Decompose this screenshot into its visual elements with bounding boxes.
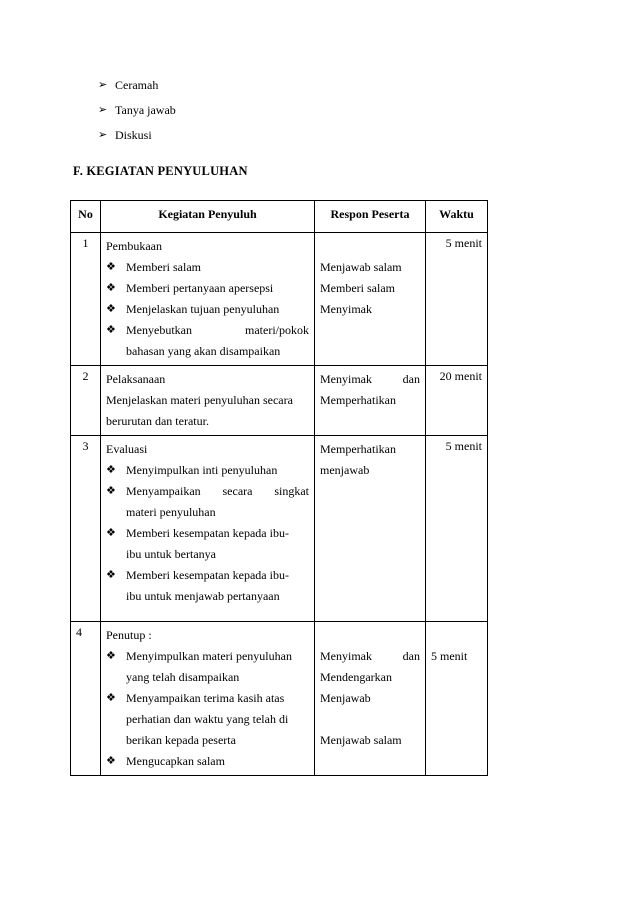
- response-text: Menyimak dan: [320, 649, 420, 663]
- header-no: No: [71, 201, 101, 233]
- section-title: F. KEGIATAN PENYULUHAN: [73, 164, 248, 178]
- arrow-bullet-icon: ➢: [98, 78, 108, 91]
- diamond-bullet-icon: ❖: [106, 569, 116, 581]
- table-row: [71, 366, 488, 436]
- bullet-continuation: berikan kepada peserta: [126, 733, 236, 747]
- bullet-continuation: perhatian dan waktu yang telah di: [126, 712, 289, 726]
- method-label: Tanya jawab: [115, 102, 176, 117]
- time-text: 5 menit: [431, 649, 468, 663]
- response-text: Memperhatikan: [320, 393, 396, 407]
- arrow-bullet-icon: ➢: [98, 103, 108, 116]
- activity-text: Menjelaskan materi penyuluhan secara: [106, 393, 293, 407]
- method-label: Ceramah: [115, 77, 159, 92]
- row-number: 3: [71, 436, 101, 622]
- response-text: Menyimak dan: [320, 372, 420, 386]
- header-respon: Respon Peserta: [315, 201, 426, 233]
- activity-table: [70, 200, 488, 776]
- diamond-bullet-icon: ❖: [106, 282, 116, 294]
- arrow-bullet-icon: ➢: [98, 128, 108, 141]
- activity-cell: [101, 622, 315, 776]
- response-text: Memperhatikan: [320, 442, 396, 456]
- bullet-continuation: yang telah disampaikan: [126, 670, 240, 684]
- table-row: [71, 622, 488, 776]
- time-cell: 5 menit: [426, 436, 488, 622]
- bullet-continuation: materi penyuluhan: [126, 505, 216, 519]
- table-row: [71, 436, 488, 622]
- activity-cell: [101, 436, 315, 622]
- bullet-item: ❖ Menyimpulkan materi penyuluhan: [106, 646, 309, 667]
- bullet-continuation: bahasan yang akan disampaikan: [126, 344, 281, 358]
- response-cell: [315, 436, 426, 622]
- time-cell: [426, 622, 488, 776]
- row-number: 2: [71, 366, 101, 436]
- bullet-item: ❖ Memberi pertanyaan apersepsi: [106, 278, 309, 299]
- response-text: Mendengarkan: [320, 670, 392, 684]
- bullet-item: ❖ Menyebutkan materi/pokok: [106, 320, 309, 341]
- response-text: Menyimak: [320, 302, 372, 316]
- activity-cell: [101, 366, 315, 436]
- time-cell: 5 menit: [426, 233, 488, 366]
- bullet-item: ❖ Memberi salam: [106, 257, 309, 278]
- diamond-bullet-icon: ❖: [106, 485, 116, 497]
- activity-cell: [101, 233, 315, 366]
- bullet-item: ❖ Menyampaikan terima kasih atas: [106, 688, 309, 709]
- bullet-item: ❖ Mengucapkan salam: [106, 751, 309, 772]
- response-cell: [315, 622, 426, 776]
- response-text: menjawab: [320, 463, 370, 477]
- diamond-bullet-icon: ❖: [106, 261, 116, 273]
- response-text: Menjawab salam: [320, 733, 402, 747]
- row-number: 1: [71, 233, 101, 366]
- bullet-continuation: ibu untuk bertanya: [126, 547, 216, 561]
- header-waktu: Waktu: [426, 201, 488, 233]
- header-kegiatan: Kegiatan Penyuluh: [101, 201, 315, 233]
- response-cell: [315, 233, 426, 366]
- method-list: [98, 72, 176, 147]
- diamond-bullet-icon: ❖: [106, 324, 116, 336]
- list-item: [98, 122, 176, 147]
- table-row: [71, 233, 488, 366]
- activity-title: Evaluasi: [106, 442, 148, 456]
- activity-title: Penutup :: [106, 628, 152, 642]
- activity-title: Pembukaan: [106, 239, 162, 253]
- activity-title: Pelaksanaan: [106, 372, 166, 386]
- diamond-bullet-icon: ❖: [106, 692, 116, 704]
- response-cell: [315, 366, 426, 436]
- list-item: [98, 72, 176, 97]
- response-text: Memberi salam: [320, 281, 395, 295]
- bullet-item: ❖ Memberi kesempatan kepada ibu-: [106, 565, 309, 586]
- activity-text: berurutan dan teratur.: [106, 414, 209, 428]
- diamond-bullet-icon: ❖: [106, 303, 116, 315]
- response-text: Menjawab salam: [320, 260, 402, 274]
- list-item: [98, 97, 176, 122]
- bullet-item: ❖ Menyimpulkan inti penyuluhan: [106, 460, 309, 481]
- diamond-bullet-icon: ❖: [106, 755, 116, 767]
- response-text: Menjawab: [320, 691, 371, 705]
- time-cell: 20 menit: [426, 366, 488, 436]
- table-header-row: [71, 201, 488, 233]
- bullet-continuation: ibu untuk menjawab pertanyaan: [126, 589, 280, 603]
- bullet-item: ❖ Memberi kesempatan kepada ibu-: [106, 523, 309, 544]
- diamond-bullet-icon: ❖: [106, 650, 116, 662]
- method-label: Diskusi: [115, 127, 152, 142]
- diamond-bullet-icon: ❖: [106, 527, 116, 539]
- diamond-bullet-icon: ❖: [106, 464, 116, 476]
- row-number: 4: [71, 622, 101, 776]
- bullet-item: ❖ Menjelaskan tujuan penyuluhan: [106, 299, 309, 320]
- bullet-item: ❖ Menyampaikan secara singkat: [106, 481, 309, 502]
